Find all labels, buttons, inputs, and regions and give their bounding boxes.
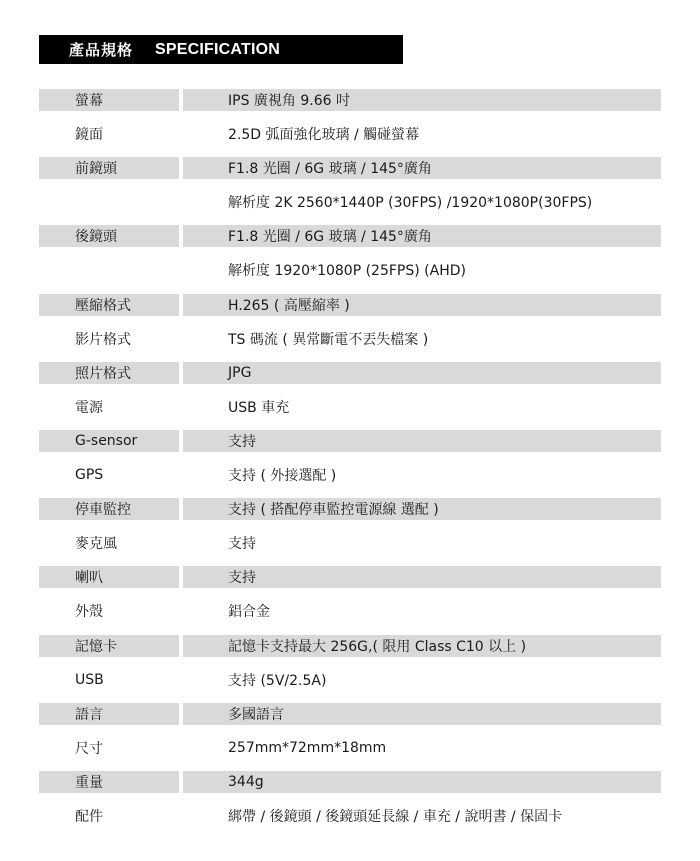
spec-value: 記憶卡支持最大 256G,( 限用 Class C10 以上 ) — [183, 635, 661, 657]
spec-row — [39, 394, 661, 428]
spec-value: USB 車充 — [228, 399, 290, 416]
spec-label: GPS — [75, 467, 104, 484]
spec-row — [39, 530, 661, 564]
spec-value: IPS 廣視角 9.66 吋 — [183, 89, 661, 111]
spec-row — [39, 223, 661, 257]
spec-row — [39, 292, 661, 326]
spec-value: 多國語言 — [183, 703, 661, 725]
spec-value: H.265 ( 高壓縮率 ) — [183, 294, 661, 316]
spec-value: 解析度 2K 2560*1440P (30FPS) /1920*1080P(30FPS) — [228, 195, 593, 212]
spec-label: 重量 — [39, 771, 179, 793]
spec-label: G-sensor — [39, 430, 179, 452]
spec-value: 支持 — [183, 430, 661, 452]
spec-value: 綁帶 / 後鏡頭 / 後鏡頭延長線 / 車充 / 說明書 / 保固卡 — [228, 808, 563, 825]
spec-row — [39, 598, 661, 632]
spec-value: 鋁合金 — [228, 604, 270, 621]
spec-row — [39, 155, 661, 189]
spec-row — [39, 257, 661, 291]
spec-label: 配件 — [75, 808, 103, 825]
spec-label: 外殼 — [75, 604, 103, 621]
spec-label — [39, 191, 179, 213]
spec-row — [39, 496, 661, 530]
spec-label: 喇叭 — [39, 566, 179, 588]
spec-title-cn: 產品規格 — [69, 41, 134, 59]
spec-value: 解析度 1920*1080P (25FPS) (AHD) — [228, 263, 466, 280]
spec-row — [39, 735, 661, 769]
spec-label: 螢幕 — [39, 89, 179, 111]
spec-row — [39, 803, 661, 837]
spec-label: 電源 — [75, 399, 103, 416]
spec-header-bar — [39, 35, 403, 64]
spec-value: F1.8 光圈 / 6G 玻璃 / 145°廣角 — [183, 157, 661, 179]
spec-value: JPG — [183, 362, 661, 384]
spec-table — [39, 87, 661, 837]
spec-row — [39, 633, 661, 667]
spec-row — [39, 564, 661, 598]
spec-row — [39, 428, 661, 462]
spec-value: 支持 — [228, 536, 256, 553]
spec-label — [39, 259, 179, 281]
spec-row — [39, 87, 661, 121]
spec-label: 停車監控 — [39, 498, 179, 520]
spec-label: 照片格式 — [39, 362, 179, 384]
spec-title-en: SPECIFICATION — [155, 40, 280, 58]
spec-row — [39, 667, 661, 701]
spec-value: 2.5D 弧面強化玻璃 / 觸碰螢幕 — [228, 127, 420, 144]
spec-label: USB — [75, 671, 104, 688]
spec-row — [39, 769, 661, 803]
spec-value: 支持 ( 外接選配 ) — [228, 468, 337, 485]
spec-label: 影片格式 — [75, 331, 131, 348]
spec-value: 支持 (5V/2.5A) — [228, 672, 327, 689]
spec-row — [39, 121, 661, 155]
spec-label: 麥克風 — [75, 536, 117, 553]
spec-label: 前鏡頭 — [39, 157, 179, 179]
spec-label: 尺寸 — [75, 740, 103, 757]
spec-label: 記憶卡 — [39, 635, 179, 657]
spec-row — [39, 326, 661, 360]
spec-value: TS 碼流 ( 異常斷電不丟失檔案 ) — [228, 331, 429, 348]
spec-value: F1.8 光圈 / 6G 玻璃 / 145°廣角 — [183, 225, 661, 247]
spec-row — [39, 462, 661, 496]
spec-label: 語言 — [39, 703, 179, 725]
spec-value: 支持 — [183, 566, 661, 588]
spec-row — [39, 189, 661, 223]
spec-value: 344g — [183, 771, 661, 793]
spec-row — [39, 360, 661, 394]
spec-value: 支持 ( 搭配停車監控電源線 選配 ) — [183, 498, 661, 520]
spec-label: 鏡面 — [75, 127, 103, 144]
spec-value: 257mm*72mm*18mm — [228, 739, 387, 756]
spec-label: 壓縮格式 — [39, 294, 179, 316]
spec-row — [39, 701, 661, 735]
spec-label: 後鏡頭 — [39, 225, 179, 247]
